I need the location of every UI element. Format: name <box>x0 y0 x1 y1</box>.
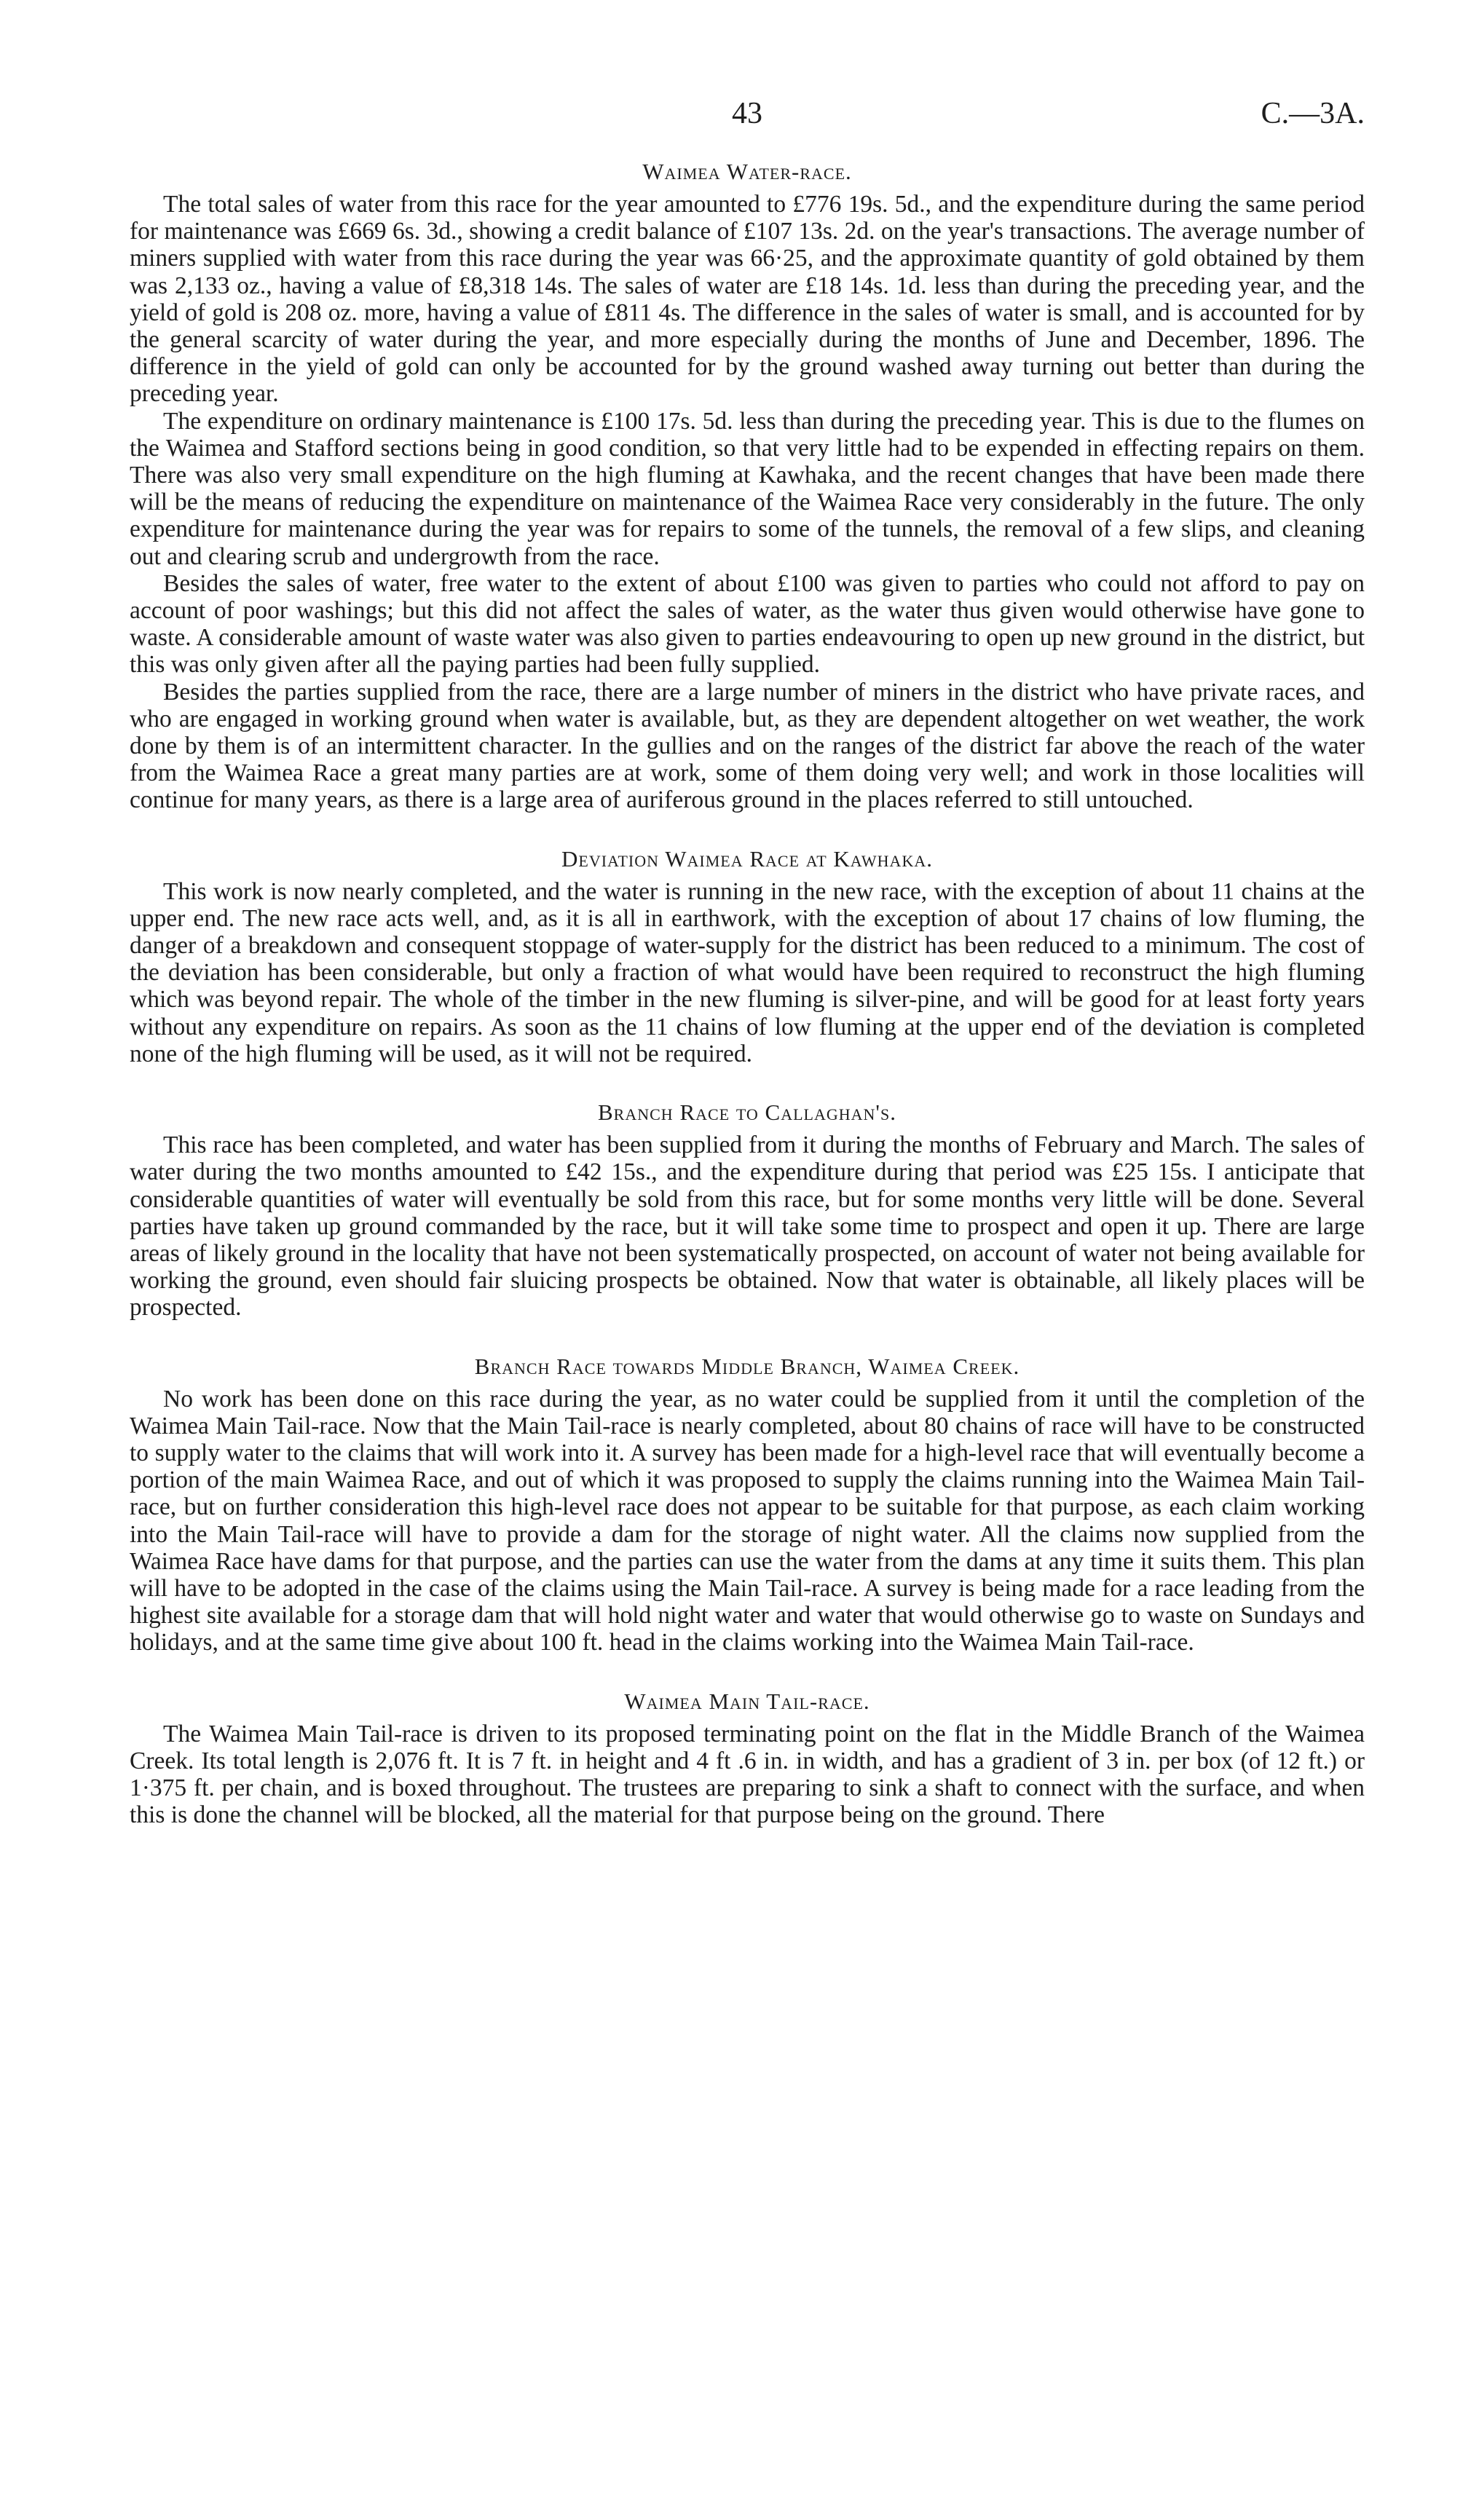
section-waimea-main-tail-race <box>130 1687 1365 1829</box>
document-reference: C.—3A. <box>1261 97 1365 130</box>
paragraph: This race has been completed, and water has been supplied from it during the months of February and March. The sales of water during the two months amounted to £42 15s., and the expenditure during that period was £25 15s. I anticipate that considerable quantities of water will eventually be sold from this race, but for some months very little will be done. Several parties have taken up ground commanded by the race, but it will take some time to prospect and open it up. There are large areas of likely ground in the locality that have not been systematically prospected, on account of water not being available for working the ground, even should fair sluicing prospects be obtained. Now that water is obtainable, all likely places will be prospected. <box>130 1131 1365 1322</box>
page-header <box>130 93 1365 137</box>
paragraph: Besides the sales of water, free water to the extent of about £100 was given to parties who could not afford to pay on account of poor washings; but this did not affect the sales of water, as the water thus given would otherwise have gone to waste. A considerable amount of waste water was also given to parties endeavouring to open up new ground in the district, but this was only given after all the paying parties had been fully supplied. <box>130 569 1365 679</box>
paragraph: The Waimea Main Tail-race is driven to its proposed terminating point on the flat in the Middle Branch of the Waimea Creek. Its total length is 2,076 ft. It is 7 ft. in height and 4 ft .6 in. in width, and has a gradient of 3 in. per box (of 12 ft.) or 1·375 ft. per chain, and is boxed throughout. The trustees are preparing to sink a shaft to connect with the surface, and when this is done the channel will be blocked, all the material for that purpose being on the ground. There <box>130 1720 1365 1829</box>
paragraph: Besides the parties supplied from the race, there are a large number of miners in the district who have private races, and who are engaged in working ground when water is available, but, as they are dependent altogether on wet weather, the work done by them is of an intermittent character. In the gullies and on the ranges of the district far above the reach of the water from the Waimea Race a great many parties are at work, some of them doing very well; and work in those localities will continue for many years, as there is a large area of auriferous ground in the places referred to still untouched. <box>130 678 1365 814</box>
section-heading: Branch Race to Callaghan's. <box>598 1099 896 1126</box>
section-heading: Waimea Main Tail-race. <box>624 1688 870 1714</box>
section-heading: Waimea Water-race. <box>642 159 852 184</box>
section-branch-race-callaghans <box>130 1098 1365 1321</box>
paragraph: The expenditure on ordinary maintenance is £100 17s. 5d. less than during the preceding year. This is due to the flumes on the Waimea and Stafford sections being in good condition, so that very little had to be expended in effecting repairs on them. There was also very small expenditure on the high fluming at Kawhaka, and the recent changes that have been made there will be the means of reducing the expenditure on maintenance of the Waimea Race very considerably in the future. The only expenditure for maintenance during the year was for repairs to some of the tunnels, the removal of a few slips, and cleaning out and clearing scrub and undergrowth from the race. <box>130 407 1365 570</box>
section-branch-race-middle-branch <box>130 1352 1365 1656</box>
paragraph: The total sales of water from this race for the year amounted to £776 19s. 5d., and the expenditure during the same period for maintenance was £669 6s. 3d., showing a credit balance of £107 13s. 2d. on the year's transactions. The average number of miners supplied with water from this race during the year was 66·25, and the approximate quantity of gold obtained by them was 2,133 oz., having a value of £8,318 14s. The sales of water are £18 14s. 1d. less than during the preceding year, and the yield of gold is 208 oz. more, having a value of £811 4s. The difference in the sales of water is small, and is accounted for by the general scarcity of water during the year, and more especially during the months of June and December, 1896. The difference in the yield of gold can only be accounted for by the ground washed away turning out better than during the preceding year. <box>130 191 1365 408</box>
document-page <box>130 93 1365 1859</box>
section-heading: Deviation Waimea Race at Kawhaka. <box>561 845 933 872</box>
section-deviation-waimea-race <box>130 845 1365 1067</box>
paragraph: This work is now nearly completed, and the water is running in the new race, with the exception of about 11 chains at the upper end. The new race acts well, and, as it is all in earthwork, with the exception of about 17 chains of low fluming, the danger of a breakdown and consequent stoppage of water-supply for the district has been reduced to a minimum. The cost of the deviation has been considerable, but only a fraction of what would have been required to reconstruct the high fluming which was beyond repair. The whole of the timber in the new fluming is silver-pine, and will be good for at least forty years without any expenditure on repairs. As soon as the 11 chains of low fluming at the upper end of the deviation is completed none of the high fluming will be used, as it will not be required. <box>130 877 1365 1067</box>
paragraph: No work has been done on this race during the year, as no water could be supplied from it until the completion of the Waimea Main Tail-race. Now that the Main Tail-race is nearly completed, about 80 chains of race will have to be constructed to supply water to the claims that will work into it. A survey has been made for a high-level race that will eventually become a portion of the main Waimea Race, and out of which it was proposed to supply the claims running into the Waimea Main Tail-race, but on further consideration this high-level race does not appear to be suitable for that purpose, as each claim working into the Main Tail-race will have to provide a dam for the storage of night water. All the claims now supplied from the Waimea Race have dams for that purpose, and the parties can use the water from the dams at any time it suits them. This plan will have to be adopted in the case of the claims using the Main Tail-race. A survey is being made for a race leading from the highest site available for a storage dam that will hold night water and water that would otherwise go to waste on Sundays and holidays, and at the same time give about 100 ft. head in the claims working into the Waimea Main Tail-race. <box>130 1385 1365 1656</box>
page-number: 43 <box>732 97 762 130</box>
section-heading: Branch Race towards Middle Branch, Waimea Creek. <box>474 1353 1020 1379</box>
section-waimea-water-race <box>130 157 1365 814</box>
